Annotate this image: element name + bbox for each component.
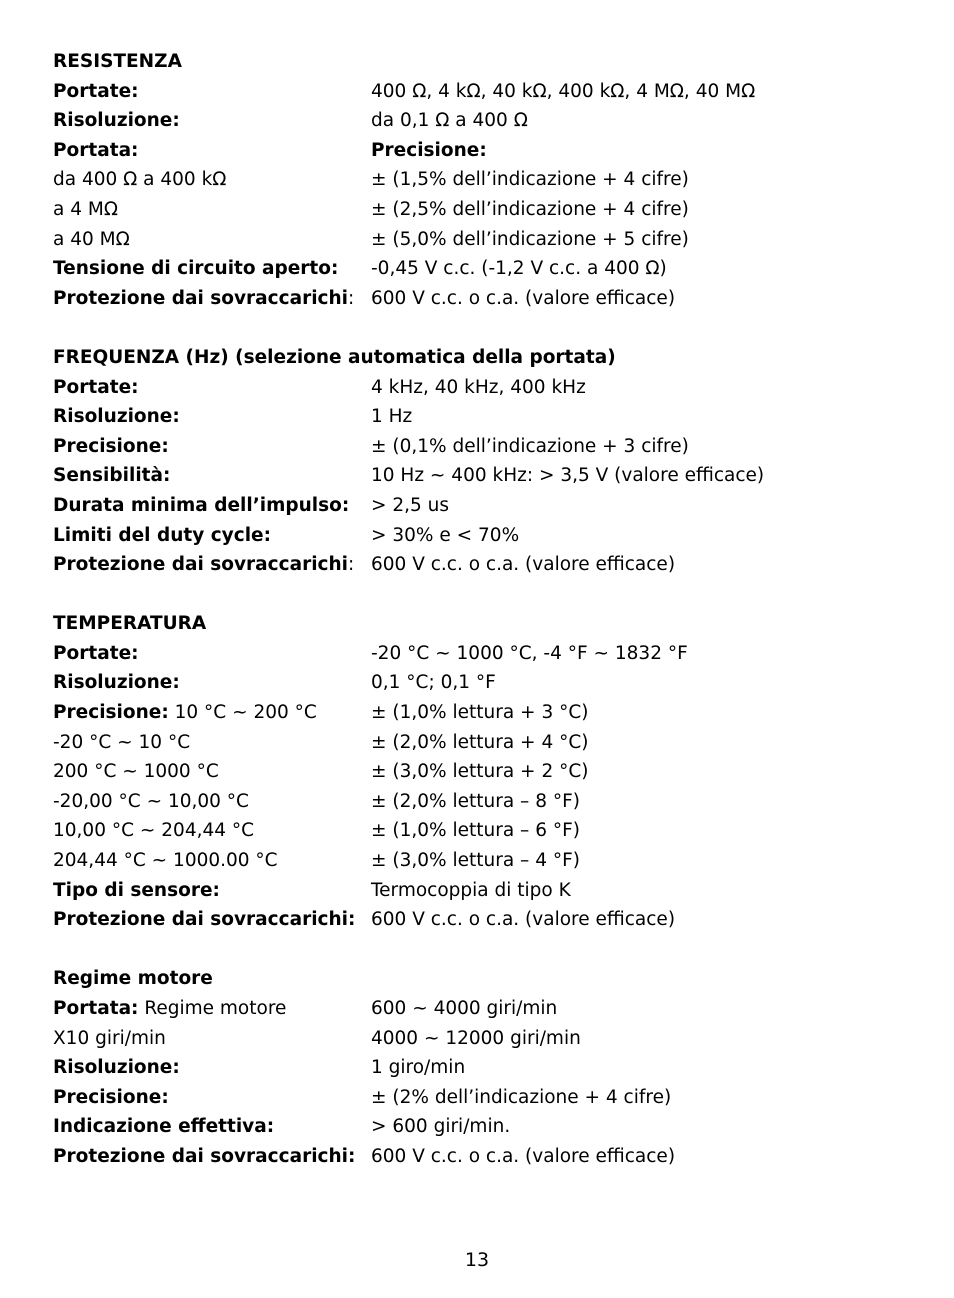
spec-row	[53, 668, 913, 698]
spec-label: Indicazione effettiva:	[53, 1116, 275, 1138]
section-heading: FREQUENZA (Hz) (selezione automatica della portata)	[53, 346, 616, 368]
spec-value: -0,45 V c.c. (-1,2 V c.c. a 400 Ω)	[371, 258, 667, 280]
spec-row	[53, 757, 913, 787]
spec-label: Risoluzione:	[53, 672, 180, 694]
spec-value: ± (1,0% lettura – 6 °F)	[371, 820, 580, 842]
section-heading: TEMPERATURA	[53, 613, 207, 635]
spec-value: 10 Hz ~ 400 kHz: > 3,5 V (valore efficace)	[371, 465, 765, 487]
spec-value: > 30% e < 70%	[371, 524, 520, 546]
spec-value: da 0,1 Ω a 400 Ω	[371, 110, 528, 132]
spec-label: Limiti del duty cycle:	[53, 524, 271, 546]
spec-row	[53, 373, 913, 403]
spec-label: Protezione dai sovraccarichi:	[53, 554, 355, 576]
spec-row	[53, 521, 913, 551]
spec-label: Protezione dai sovraccarichi:	[53, 287, 355, 309]
spec-value: ± (0,1% dell’indicazione + 3 cifre)	[371, 435, 689, 457]
spec-label: 10,00 °C ~ 204,44 °C	[53, 820, 255, 842]
spec-row	[53, 1142, 913, 1172]
spec-value: 600 V c.c. o c.a. (valore efficace)	[371, 287, 676, 309]
spec-label: Tipo di sensore:	[53, 879, 220, 901]
spec-value: 4000 ~ 12000 giri/min	[371, 1027, 581, 1049]
spec-value: ± (5,0% dell’indicazione + 5 cifre)	[371, 228, 689, 250]
spec-value: > 2,5 us	[371, 494, 450, 516]
spec-label: Portata:	[53, 139, 139, 161]
page-number: 13	[464, 1249, 490, 1271]
spec-label: Portate:	[53, 376, 139, 398]
spec-value: ± (2% dell’indicazione + 4 cifre)	[371, 1086, 672, 1108]
spec-row	[53, 165, 913, 195]
spec-value: 0,1 °C; 0,1 °F	[371, 672, 496, 694]
spec-label: 200 °C ~ 1000 °C	[53, 761, 219, 783]
spec-row	[53, 905, 913, 935]
spec-value: > 600 giri/min.	[371, 1116, 511, 1138]
spec-row	[53, 994, 913, 1024]
spec-label: Sensibilità:	[53, 465, 171, 487]
section-heading: RESISTENZA	[53, 51, 182, 72]
spec-value: ± (1,5% dell’indicazione + 4 cifre)	[371, 169, 689, 191]
section-heading: Regime motore	[53, 968, 213, 990]
spec-row	[53, 432, 913, 462]
section-regime-motore	[53, 964, 913, 1171]
spec-row	[53, 225, 913, 255]
spec-value: -20 °C ~ 1000 °C, -4 °F ~ 1832 °F	[371, 642, 688, 664]
spec-label: Durata minima dell’impulso:	[53, 494, 350, 516]
spec-label: Precisione: 10 °C ~ 200 °C	[53, 702, 317, 724]
spec-label: Risoluzione:	[53, 406, 180, 428]
spec-row	[53, 846, 913, 876]
spec-label: Tensione di circuito aperto:	[53, 258, 339, 280]
spec-value: Precisione:	[371, 139, 487, 161]
spec-label: X10 giri/min	[53, 1027, 166, 1049]
spec-value: 400 Ω, 4 kΩ, 40 kΩ, 400 kΩ, 4 MΩ, 40 MΩ	[371, 80, 756, 102]
spec-row	[53, 1024, 913, 1054]
spec-row	[53, 77, 913, 107]
spec-label: a 4 MΩ	[53, 198, 118, 220]
spec-value: ± (2,0% lettura + 4 °C)	[371, 731, 589, 753]
spec-label: Precisione:	[53, 1086, 169, 1108]
spec-value: Termocoppia di tipo K	[371, 879, 571, 901]
spec-row	[53, 136, 913, 166]
spec-label: 204,44 °C ~ 1000.00 °C	[53, 850, 278, 872]
spec-value: 600 V c.c. o c.a. (valore efficace)	[371, 554, 676, 576]
spec-value: ± (1,0% lettura + 3 °C)	[371, 702, 589, 724]
spec-label: Risoluzione:	[53, 110, 180, 132]
spec-label: -20,00 °C ~ 10,00 °C	[53, 790, 249, 812]
spec-value: ± (3,0% lettura – 4 °F)	[371, 850, 580, 872]
spec-row	[53, 284, 913, 314]
spec-row	[53, 195, 913, 225]
spec-row	[53, 1053, 913, 1083]
spec-value: ± (2,0% lettura – 8 °F)	[371, 790, 580, 812]
spec-label: Protezione dai sovraccarichi:	[53, 909, 356, 931]
spec-row	[53, 491, 913, 521]
spec-value: ± (3,0% lettura + 2 °C)	[371, 761, 589, 783]
spec-row	[53, 728, 913, 758]
spec-value: 1 giro/min	[371, 1057, 466, 1079]
spec-row	[53, 639, 913, 669]
spec-label: Portate:	[53, 642, 139, 664]
spec-label: a 40 MΩ	[53, 228, 130, 250]
section-resistenza	[53, 47, 913, 313]
spec-row	[53, 402, 913, 432]
spec-value: 600 ~ 4000 giri/min	[371, 998, 558, 1019]
spec-value: 4 kHz, 40 kHz, 400 kHz	[371, 376, 586, 398]
spec-label: -20 °C ~ 10 °C	[53, 731, 191, 753]
spec-row	[53, 876, 913, 906]
spec-value: 1 Hz	[371, 406, 413, 428]
spec-row	[53, 698, 913, 728]
spec-label: Precisione:	[53, 435, 169, 457]
spec-row	[53, 1083, 913, 1113]
section-temperatura	[53, 609, 913, 935]
spec-row	[53, 106, 913, 136]
spec-row	[53, 254, 913, 284]
spec-value: ± (2,5% dell’indicazione + 4 cifre)	[371, 198, 689, 220]
spec-value: 600 V c.c. o c.a. (valore efficace)	[371, 1145, 676, 1167]
section-frequenza	[53, 343, 913, 580]
spec-label: Risoluzione:	[53, 1057, 180, 1079]
spec-row	[53, 787, 913, 817]
spec-row	[53, 461, 913, 491]
spec-label: da 400 Ω a 400 kΩ	[53, 169, 227, 191]
spec-label: Portate:	[53, 80, 139, 102]
spec-page	[53, 47, 913, 1201]
spec-row	[53, 816, 913, 846]
spec-value: 600 V c.c. o c.a. (valore efficace)	[371, 909, 676, 931]
spec-label: Protezione dai sovraccarichi:	[53, 1145, 356, 1167]
spec-row	[53, 550, 913, 580]
spec-row	[53, 1112, 913, 1142]
spec-label: Portata: Regime motore	[53, 998, 287, 1019]
